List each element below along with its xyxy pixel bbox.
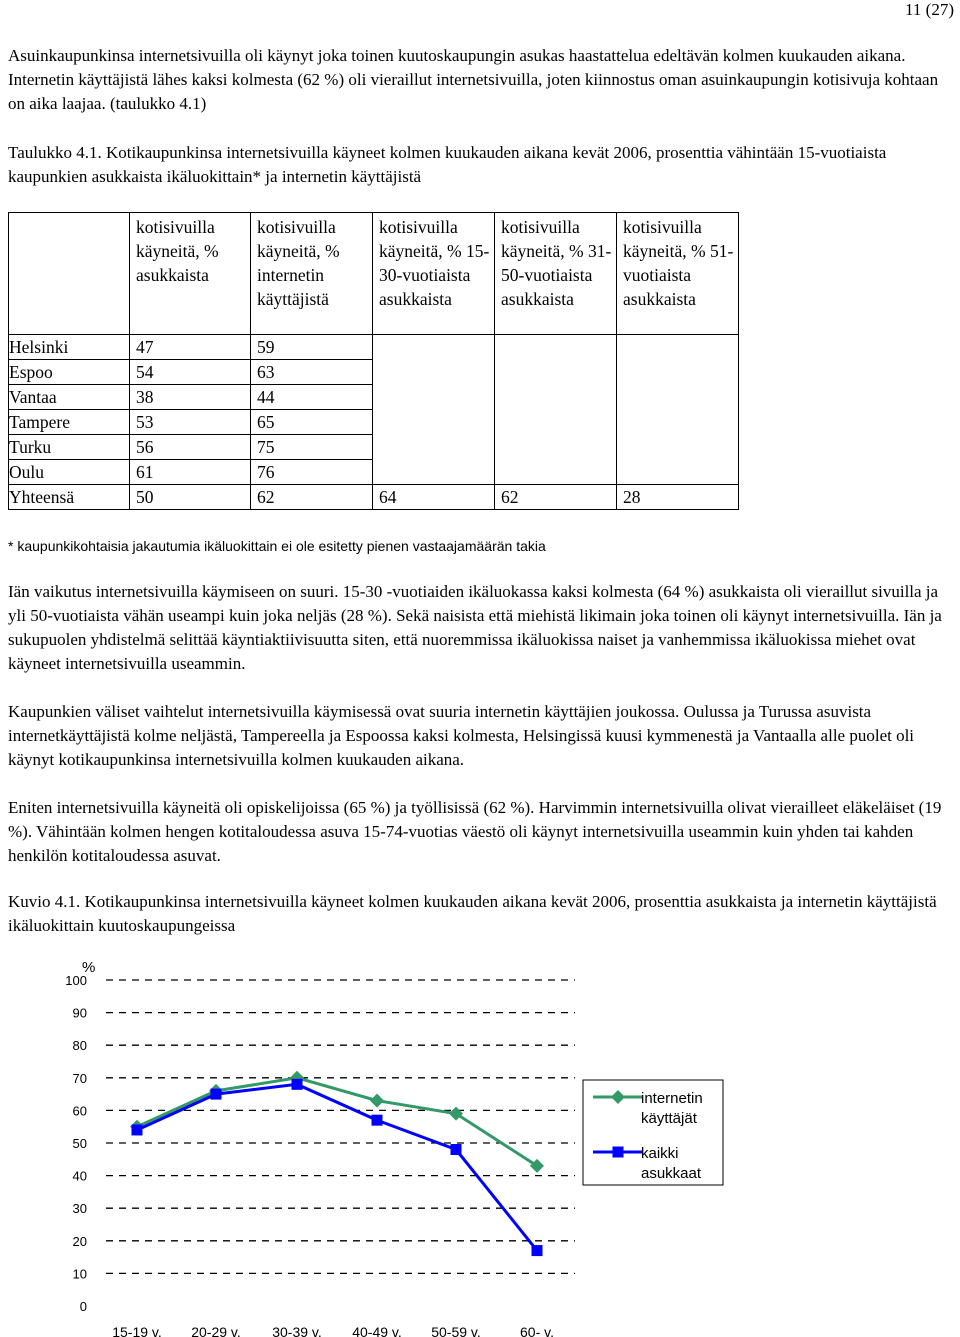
row-users: 65 (251, 410, 373, 435)
legend-label: internetin käyttäjät (641, 1090, 703, 1127)
row-users: 63 (251, 360, 373, 385)
y-tick-label: 80 (72, 1038, 87, 1054)
table-header-31-50: kotisivuilla käyneitä, % 31-50-vuotiaista asukkaista (495, 213, 617, 335)
data-point (292, 1079, 303, 1090)
table-header-15-30: kotisivuilla käyneitä, % 15-30-vuotiaista asukkaista (373, 213, 495, 335)
intro-paragraph: Asuinkaupunkinsa internetsivuilla oli käynyt joka toinen kuutoskaupungin asukas haastattelua edeltävän kolmen kuukauden aikana. Internetin käyttäjistä lähes kaksi kolmesta (62 %) oli vieraillut internetsivuilla, joten kiinnostus oman asuinkaupungin kotisivuja kohtaan on aika laajaa. (taulukko 4.1) (8, 46, 939, 113)
y-axis-label: % (82, 959, 96, 976)
table-footnote: * kaupunkikohtaisia jakautumia ikäluokittain ei ole esitetty pienen vastaajamäärän takia (8, 538, 546, 554)
row-all: 54 (130, 360, 251, 385)
data-point (370, 1094, 384, 1108)
total-label: Yhteensä (9, 485, 130, 510)
y-tick-label: 90 (72, 1005, 87, 1021)
data-point (532, 1245, 543, 1256)
figure-caption: Kuvio 4.1. Kotikaupunkinsa internetsivuilla käyneet kolmen kuukauden aikana kevät 2006, prosenttia asukkaista ja internetin käyttäjistä ikäluokittain kuutoskaupungeissa (8, 892, 937, 935)
total-31-50: 62 (495, 485, 617, 510)
y-tick-label: 100 (65, 973, 87, 988)
y-tick-label: 60 (72, 1103, 87, 1119)
row-all: 61 (130, 460, 251, 485)
row-empty-15-30 (373, 335, 495, 485)
y-tick-label: 0 (79, 1299, 87, 1314)
total-15-30: 64 (373, 485, 495, 510)
table-header-empty (9, 213, 130, 335)
row-all: 56 (130, 435, 251, 460)
table-header-51: kotisivuilla käyneitä, % 51-vuotiaista asukkaista (617, 213, 739, 335)
data-table (8, 212, 739, 510)
row-all: 38 (130, 385, 251, 410)
row-users: 76 (251, 460, 373, 485)
page-number: 11 (27) (905, 0, 954, 19)
total-51: 28 (617, 485, 739, 510)
row-all: 53 (130, 410, 251, 435)
legend-label: kaikki asukkaat (641, 1145, 702, 1182)
y-tick-label: 30 (72, 1201, 87, 1217)
row-city: Vantaa (9, 385, 130, 410)
x-tick-label: 30-39 v. (272, 1324, 322, 1337)
data-point (132, 1124, 143, 1135)
row-users: 59 (251, 335, 373, 360)
row-empty-51 (617, 335, 739, 485)
x-tick-label: 40-49 v. (352, 1324, 402, 1337)
table-header-all: kotisivuilla käyneitä, % asukkaista (130, 213, 251, 335)
data-point (372, 1115, 383, 1126)
x-tick-label: 20-29 v. (191, 1324, 241, 1337)
row-city: Turku (9, 435, 130, 460)
y-tick-label: 10 (72, 1266, 87, 1282)
row-empty-31-50 (495, 335, 617, 485)
x-tick-label: 15-19 v. (112, 1324, 162, 1337)
x-tick-label: 60- v. (520, 1324, 554, 1337)
y-tick-label: 50 (72, 1136, 87, 1151)
age-paragraph: Iän vaikutus internetsivuilla käymiseen on suuri. 15-30 -vuotiaiden ikäluokassa kaksi kolmesta (64 %) asukkaista oli vieraillut sivuilla ja yli 50-vuotiaista vähän useampi kuin joka neljäs (28 %). Sekä naisista että miehistä likimain joka toinen oli käynyt internetsivuilla. Iän ja sukupuolen yhdistelmä selittää käyntiaktiivisuutta siten, että nuoremmissa ikäluokissa naiset ja vanhemmissa ikäluokissa miehet ovat käyneet internetsivuilla useammin. (8, 582, 942, 673)
table-header-row (9, 213, 739, 335)
row-city: Espoo (9, 360, 130, 385)
row-city: Oulu (9, 460, 130, 485)
total-all: 50 (130, 485, 251, 510)
row-city: Tampere (9, 410, 130, 435)
data-point (451, 1144, 462, 1155)
occupation-paragraph: Eniten internetsivuilla käyneitä oli opiskelijoissa (65 %) ja työllisissä (62 %). Harvimmin internetsivuilla olivat vierailleet eläkeläiset (19 %). Vähintään kolmen hengen kotitaloudessa asuva 15-74-vuotias väestö oli käynyt internetsivuilla useammin kuin yhden tai kahden henkilön kotitaloudessa asuvat. (8, 798, 942, 865)
y-tick-label: 40 (72, 1168, 87, 1184)
row-city: Helsinki (9, 335, 130, 360)
row-users: 75 (251, 435, 373, 460)
line-chart (0, 947, 960, 1337)
cities-paragraph: Kaupunkien väliset vaihtelut internetsivuilla käymisessä ovat suuria internetin käyttäjien joukossa. Oulussa ja Turussa asuvista internetkäyttäjistä kolme neljästä, Tampereella ja Espoossa kaksi kolmesta, Helsingissä kuusi kymmenestä ja Vantaalla alle puolet oli käynyt kotikaupunkinsa internetsivuilla kolmen kuukauden aikana. (8, 702, 915, 769)
y-tick-label: 70 (72, 1070, 87, 1086)
legend-marker (613, 1147, 624, 1158)
row-all: 47 (130, 335, 251, 360)
series-line (137, 1084, 537, 1250)
row-users: 44 (251, 385, 373, 410)
table-header-users: kotisivuilla käyneitä, % internetin käyttäjistä (251, 213, 373, 335)
table-total-row (9, 485, 739, 510)
data-point (211, 1089, 222, 1100)
y-tick-label: 20 (72, 1233, 87, 1249)
series-line (137, 1078, 537, 1166)
table-caption: Taulukko 4.1. Kotikaupunkinsa internetsivuilla käyneet kolmen kuukauden aikana kevät 2006, prosenttia vähintään 15-vuotiaista kaupunkien asukkaista ikäluokittain* ja internetin käyttäjistä (8, 143, 887, 186)
table-row (9, 335, 739, 360)
total-users: 62 (251, 485, 373, 510)
x-tick-label: 50-59 v. (431, 1324, 481, 1337)
